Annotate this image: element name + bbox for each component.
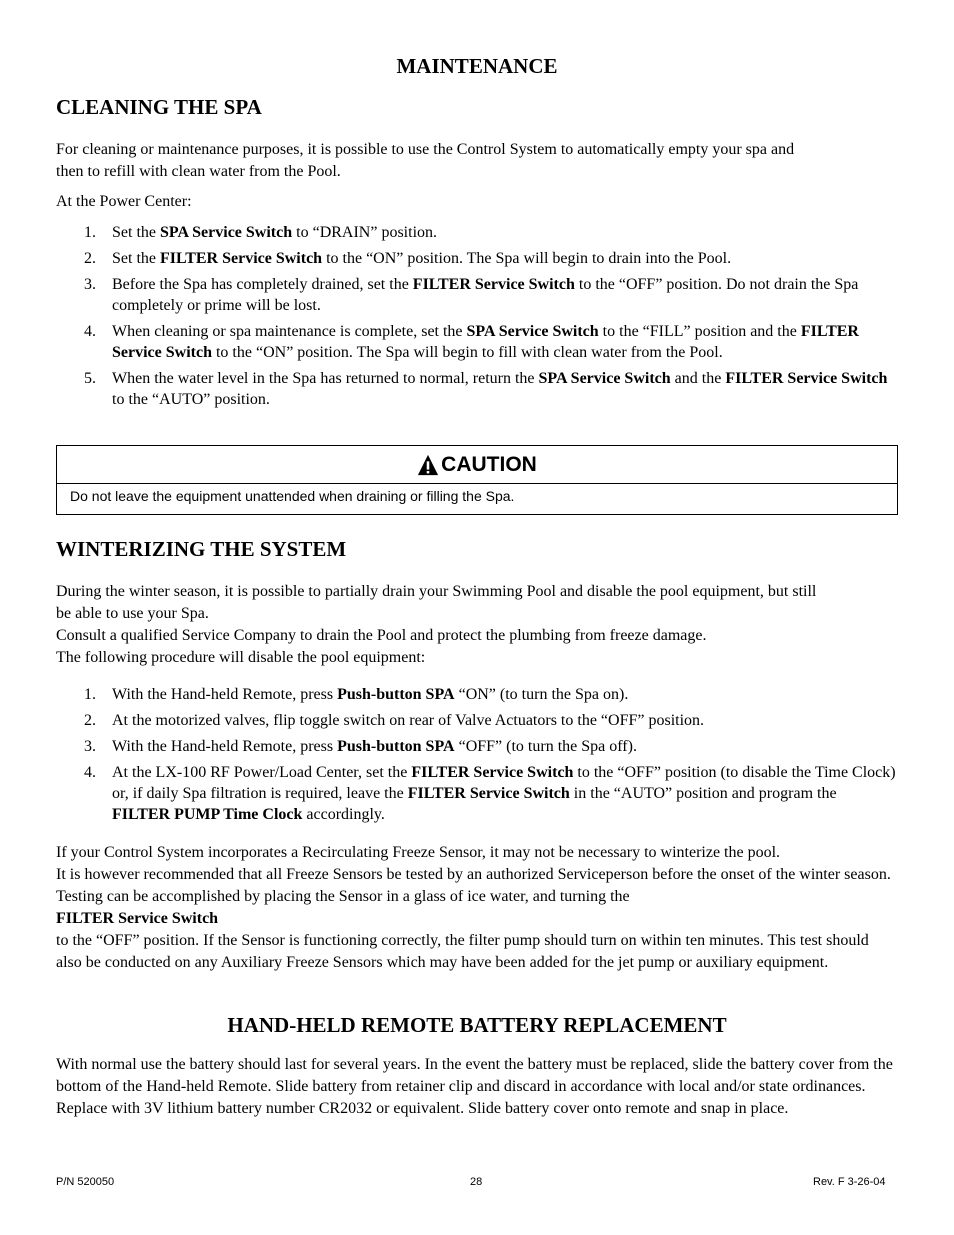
list-item-number: 4. [84, 323, 96, 340]
text-run: It is however recommended that all Freeze Sensors be tested by an authorized Serviceperson before the onset of the winter season. [56, 866, 891, 883]
bold-term: FILTER Service Switch [725, 370, 888, 387]
winterizing-intro-line-4: The following procedure will disable the pool equipment: [56, 649, 426, 666]
text-run: accordingly. [302, 806, 385, 823]
list-item-number: 2. [84, 250, 96, 267]
text-run: When the water level in the Spa has returned to normal, return the [112, 370, 539, 387]
freeze-sensor-text [56, 842, 898, 974]
footer-part-number: P/N 520050 [56, 1176, 115, 1188]
text-run: to the “OFF” position (to disable the Time Clock) or, if daily Spa filtration is required, leave the [112, 764, 896, 802]
text-run: “ON” (to turn the Spa on). [454, 686, 629, 703]
list-item [56, 368, 898, 410]
text-run: and the [670, 370, 726, 387]
freeze-paragraph [56, 842, 898, 864]
text-run: in the “AUTO” position and program the [569, 785, 837, 802]
cleaning-heading: CLEANING THE SPA [56, 95, 262, 119]
winterizing-intro-line-2: be able to use your Spa. [56, 605, 209, 622]
caution-text: Do not leave the equipment unattended when draining or filling the Spa. [70, 488, 515, 504]
winterizing-intro [56, 581, 898, 669]
caution-header [57, 446, 897, 484]
list-item-number: 3. [84, 738, 96, 755]
footer-page-number: 28 [470, 1176, 483, 1188]
text-run: Testing can be accomplished by placing the Sensor in a glass of ice water, and turning the [56, 888, 630, 905]
list-item-number: 5. [84, 370, 96, 387]
bold-term: FILTER Service Switch [411, 764, 574, 781]
text-run: Before the Spa has completely drained, set the [112, 276, 413, 293]
list-item [56, 684, 898, 705]
winterizing-intro-line-1: During the winter season, it is possible to partially drain your Swimming Pool and disable the pool equipment, but still [56, 583, 817, 600]
cleaning-intro-line-1: For cleaning or maintenance purposes, it is possible to use the Control System to automatically empty your spa and [56, 141, 795, 158]
list-item-number: 4. [84, 764, 96, 781]
winterizing-heading: WINTERIZING THE SYSTEM [56, 537, 347, 561]
bold-term: FILTER Service Switch [407, 785, 570, 802]
list-item [56, 248, 898, 269]
caution-box [56, 445, 898, 515]
bold-term: SPA Service Switch [466, 323, 599, 340]
at-power-center: At the Power Center: [56, 193, 192, 210]
text-run: When cleaning or spa maintenance is complete, set the [112, 323, 467, 340]
text-run: At the LX-100 RF Power/Load Center, set the [112, 764, 412, 781]
list-item [56, 222, 898, 243]
text-run: At the motorized valves, flip toggle switch on rear of Valve Actuators to the “OFF” position. [112, 712, 705, 729]
cleaning-steps-list [56, 222, 898, 415]
winterizing-steps-list [56, 684, 898, 830]
text-run: to the “ON” position. The Spa will begin to drain into the Pool. [322, 250, 732, 267]
warning-triangle-icon [417, 454, 439, 476]
list-item [56, 736, 898, 757]
battery-text: With normal use the battery should last for several years. In the event the battery must be replaced, slide the battery cover from the bottom of the Hand-held Remote. Slide battery from retainer clip and discard in accordance with local and/or state ordinances. Replace with 3V lithium battery number CR2032 or equivalent. Slide battery cover onto remote and snap in place. [56, 1056, 893, 1117]
text-run: With the Hand-held Remote, press [112, 686, 338, 703]
text-run: to the “FILL” position and the [598, 323, 801, 340]
cleaning-intro [56, 139, 898, 183]
bold-term: FILTER Service Switch [56, 910, 219, 927]
freeze-paragraph [56, 864, 898, 886]
caution-label: CAUTION [441, 452, 537, 476]
text-run: to the “OFF” position. If the Sensor is functioning correctly, the filter pump should turn on within ten minutes. This test should also be conducted on any Auxiliary Freeze Sensors which may have been added for the jet pump or auxiliary equipment. [56, 932, 869, 971]
text-run: “OFF” (to turn the Spa off). [454, 738, 637, 755]
bold-term: Push-button SPA [337, 686, 455, 703]
bold-term: FILTER Service Switch [412, 276, 575, 293]
list-item-number: 1. [84, 224, 96, 241]
text-run: With the Hand-held Remote, press [112, 738, 338, 755]
text-run: Set the [112, 250, 160, 267]
list-item-number: 3. [84, 276, 96, 293]
bold-term: FILTER PUMP Time Clock [112, 806, 303, 823]
text-run: to the “ON” position. The Spa will begin to fill with clean water from the Pool. [211, 344, 723, 361]
list-item [56, 321, 898, 363]
battery-heading: HAND-HELD REMOTE BATTERY REPLACEMENT [227, 1013, 727, 1037]
bold-term: FILTER Service Switch [160, 250, 323, 267]
text-run: If your Control System incorporates a Recirculating Freeze Sensor, it may not be necessary to winterize the pool. [56, 844, 781, 861]
text-run: to “DRAIN” position. [292, 224, 438, 241]
page-title: MAINTENANCE [396, 54, 558, 78]
list-item-number: 2. [84, 712, 96, 729]
footer-revision: Rev. F 3-26-04 [813, 1176, 886, 1188]
bold-term: FILTER Service Switch [112, 323, 859, 361]
bold-term: Push-button SPA [337, 738, 455, 755]
freeze-paragraph [56, 886, 898, 974]
bold-term: SPA Service Switch [160, 224, 293, 241]
bold-term: SPA Service Switch [538, 370, 671, 387]
list-item [56, 274, 898, 316]
list-item-number: 1. [84, 686, 96, 703]
list-item [56, 710, 898, 731]
cleaning-intro-line-2: then to refill with clean water from the Pool. [56, 163, 341, 180]
text-run: to the “AUTO” position. [112, 391, 270, 408]
list-item [56, 762, 898, 825]
text-run: to the “OFF” position. Do not drain the Spa completely or prime will be lost. [112, 276, 859, 314]
text-run: Set the [112, 224, 160, 241]
winterizing-intro-line-3: Consult a qualified Service Company to drain the Pool and protect the plumbing from freeze damage. [56, 627, 707, 644]
